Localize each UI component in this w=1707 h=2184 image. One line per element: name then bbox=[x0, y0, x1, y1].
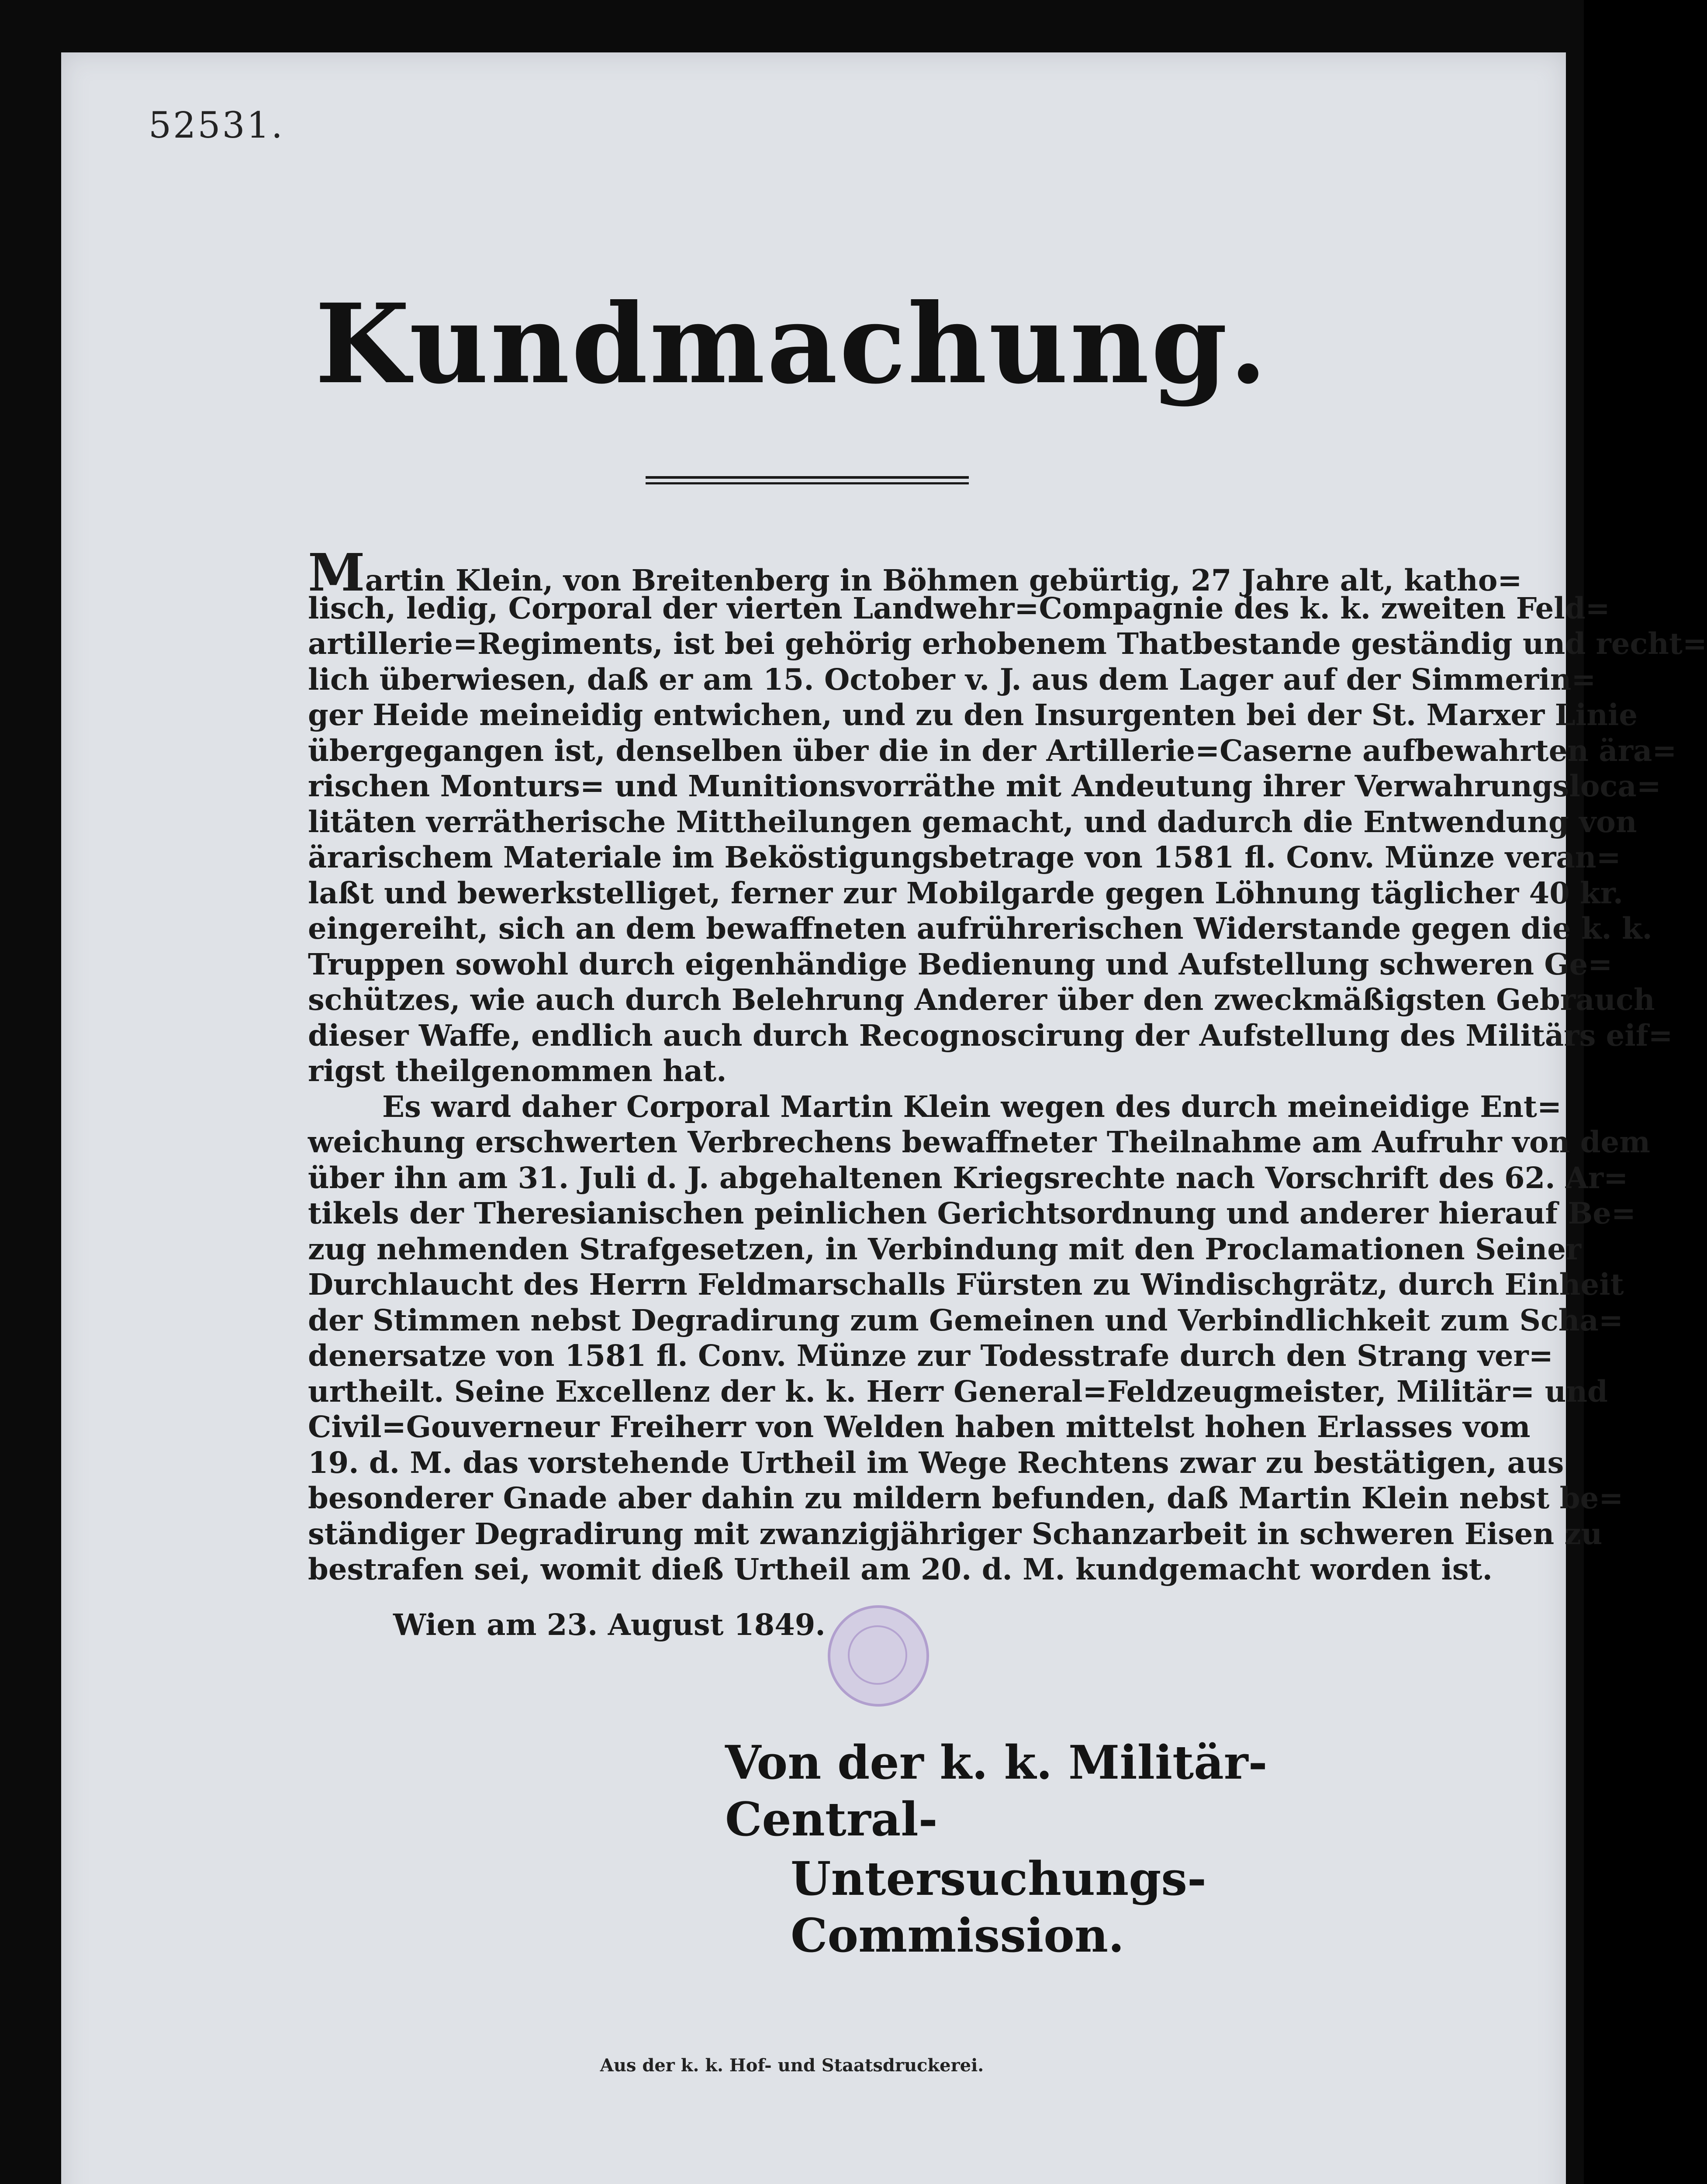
stamp-inner-ring bbox=[848, 1625, 907, 1685]
body-line: rigst theilgenommen hat. bbox=[308, 1054, 727, 1088]
body-line: ärarischem Materiale im Beköstigungsbetrage von 1581 fl. Conv. Münze veran= bbox=[308, 840, 1621, 874]
body-line: über ihn am 31. Juli d. J. abgehaltenen Kriegsrechte nach Vorschrift des 62. Ar= bbox=[308, 1160, 1628, 1195]
body-line: denersatze von 1581 fl. Conv. Münze zur Todesstrafe durch den Strang ver= bbox=[308, 1338, 1553, 1373]
body-line: bestrafen sei, womit dieß Urtheil am 20. d. M. kundgemacht worden ist. bbox=[308, 1552, 1493, 1586]
body-line: Es ward daher Corporal Martin Klein wegen des durch meineidige Ent= bbox=[382, 1089, 1562, 1124]
authority-line-2: Untersuchungs-Commission. bbox=[791, 1851, 1207, 1963]
proclamation-body bbox=[308, 542, 1707, 1587]
archive-stamp bbox=[828, 1605, 929, 1707]
body-line: tikels der Theresianischen peinlichen Gerichtsordnung und anderer hierauf Be= bbox=[308, 1196, 1636, 1230]
body-line: ger Heide meineidig entwichen, und zu den Insurgenten bei der St. Marxer Linie bbox=[308, 698, 1638, 732]
body-line: laßt und bewerkstelliget, ferner zur Mobilgarde gegen Löhnung täglicher 40 kr. bbox=[308, 875, 1624, 910]
body-line: Civil=Gouverneur Freiherr von Welden haben mittelst hohen Erlasses vom bbox=[308, 1410, 1531, 1444]
body-line: übergegangen ist, denselben über die in der Artillerie=Caserne aufbewahrten ära= bbox=[308, 733, 1677, 768]
title-rule-top bbox=[646, 476, 969, 479]
body-line: Durchlaucht des Herrn Feldmarschalls Fürsten zu Windischgrätz, durch Einheit bbox=[308, 1267, 1624, 1302]
body-line: zug nehmenden Strafgesetzen, in Verbindung mit den Proclamationen Seiner bbox=[308, 1231, 1582, 1266]
body-line: Truppen sowohl durch eigenhändige Bedienung und Aufstellung schweren Ge= bbox=[308, 947, 1613, 981]
body-line: 19. d. M. das vorstehende Urtheil im Wege Rechtens zwar zu bestätigen, aus bbox=[308, 1445, 1564, 1480]
initial-letter: M bbox=[308, 542, 365, 603]
issuing-authority bbox=[725, 1734, 1389, 1964]
body-line: lisch, ledig, Corporal der vierten Landwehr=Compagnie des k. k. zweiten Feld= bbox=[308, 591, 1610, 625]
body-line: besonderer Gnade aber dahin zu mildern befunden, daß Martin Klein nebst be= bbox=[308, 1481, 1624, 1515]
date-line: Wien am 23. August 1849. bbox=[393, 1607, 826, 1642]
body-line: urtheilt. Seine Excellenz der k. k. Herr General=Feldzeugmeister, Militär= und bbox=[308, 1374, 1608, 1409]
document-title: Kundmachung. bbox=[315, 280, 1269, 408]
title-rule-bottom bbox=[646, 482, 969, 484]
body-line: dieser Waffe, endlich auch durch Recognoscirung der Aufstellung des Militärs eif= bbox=[308, 1018, 1673, 1053]
body-line: eingereiht, sich an dem bewaffneten aufrührerischen Widerstande gegen die k. k. bbox=[308, 911, 1652, 946]
authority-line-1: Von der k. k. Militär-Central- bbox=[725, 1735, 1268, 1846]
body-line: lich überwiesen, daß er am 15. October v. J. aus dem Lager auf der Simmerin= bbox=[308, 662, 1596, 697]
printer-imprint: Aus der k. k. Hof- und Staatsdruckerei. bbox=[600, 2055, 984, 2076]
body-line: rischen Monturs= und Munitionsvorräthe mit Andeutung ihrer Verwahrungsloca= bbox=[308, 769, 1661, 803]
body-line: artillerie=Regiments, ist bei gehörig erhobenem Thatbestande geständig und recht= bbox=[308, 626, 1707, 661]
body-line: der Stimmen nebst Degradirung zum Gemeinen und Verbindlichkeit zum Scha= bbox=[308, 1303, 1624, 1337]
body-line: litäten verrätherische Mittheilungen gemacht, und dadurch die Entwendung von bbox=[308, 804, 1637, 839]
body-line: ständiger Degradirung mit zwanzigjähriger Schanzarbeit in schweren Eisen zu bbox=[308, 1516, 1603, 1551]
body-line: weichung erschwerten Verbrechens bewaffneter Theilnahme am Aufruhr von dem bbox=[308, 1125, 1651, 1159]
body-line: Martin Klein, von Breitenberg in Böhmen gebürtig, 27 Jahre alt, katho= bbox=[308, 542, 1522, 603]
body-line: schützes, wie auch durch Belehrung Anderer über den zweckmäßigsten Gebrauch bbox=[308, 982, 1655, 1017]
archive-number: 52531. bbox=[149, 105, 284, 146]
